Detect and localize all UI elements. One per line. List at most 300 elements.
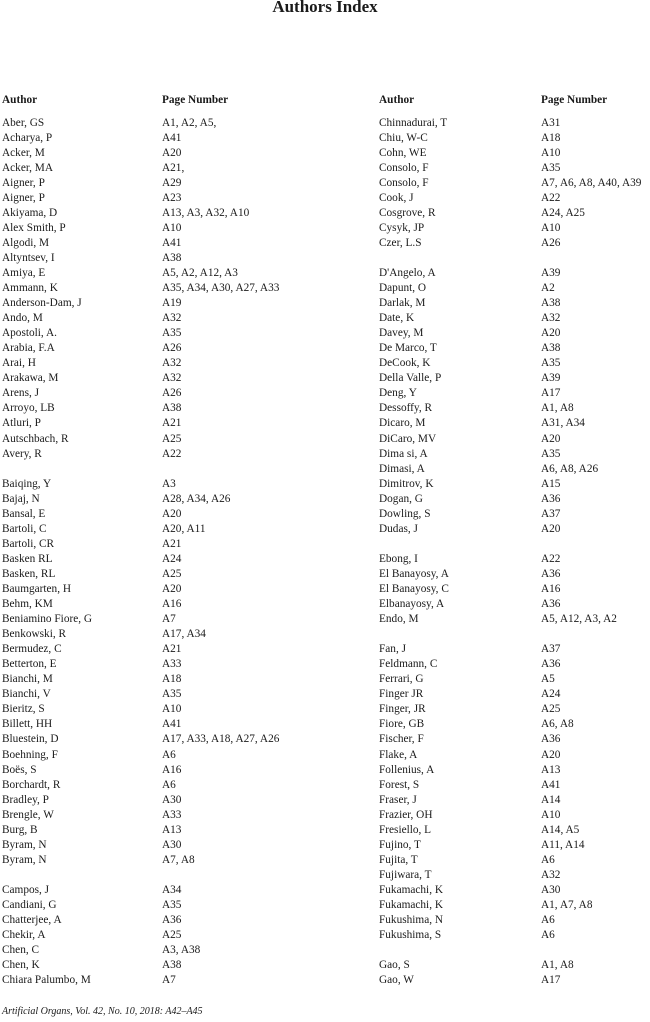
page-title: Authors Index — [272, 0, 378, 16]
index-entry-row — [379, 507, 650, 522]
author-name: Arabia, F.A — [2, 342, 55, 355]
author-name: Gao, S — [379, 959, 410, 972]
author-name: Fukushima, N — [379, 914, 444, 927]
index-entry-row — [2, 748, 374, 763]
index-entry-row — [2, 161, 374, 176]
page-numbers: A16 — [162, 598, 182, 611]
index-entry-row — [2, 612, 374, 627]
journal-citation-footer: Artificial Organs, Vol. 42, No. 10, 2018: A42–A45 — [2, 1006, 203, 1017]
author-name: Dimitrov, K — [379, 477, 434, 490]
author-name: De Marco, T — [379, 342, 437, 355]
page-numbers: A16 — [541, 583, 561, 595]
author-name: Forest, S — [379, 778, 420, 791]
index-entry-row — [379, 161, 650, 176]
page-numbers: A21 — [162, 417, 182, 430]
author-name: Gao, W — [379, 974, 414, 987]
index-entry-row — [379, 868, 650, 883]
page-numbers: A7, A6, A8, A40, A39 — [541, 176, 642, 189]
index-entry-row — [2, 131, 374, 146]
author-name: Elbanayosy, A — [379, 598, 445, 611]
author-name: Bianchi, M — [2, 673, 53, 686]
index-entry-row — [379, 341, 650, 356]
index-entry-row — [2, 356, 374, 371]
index-entry-row — [379, 748, 650, 763]
page-numbers: A35 — [162, 688, 182, 701]
author-name: Anderson-Dam, J — [2, 297, 82, 310]
author-name: Chen, K — [2, 959, 40, 972]
author-name: Fukushima, S — [379, 929, 442, 942]
author-name: DeCook, K — [379, 357, 431, 370]
author-name: Byram, N — [2, 838, 47, 851]
index-entry-row — [2, 657, 374, 672]
page-numbers: A1, A7, A8 — [541, 898, 593, 911]
author-name: Bradley, P — [2, 793, 49, 806]
author-name: Feldmann, C — [379, 658, 438, 671]
page-numbers: A37 — [541, 643, 561, 656]
page-numbers: A1, A8 — [541, 959, 574, 972]
page-numbers: A14 — [541, 793, 561, 806]
author-name: Acker, M — [2, 146, 45, 159]
author-name: Akiyama, D — [2, 206, 58, 219]
page-numbers: A33 — [162, 658, 182, 671]
index-entry-row — [2, 296, 374, 311]
index-entry-row — [379, 176, 650, 191]
author-name: Fan, J — [379, 643, 406, 656]
page-numbers: A35 — [162, 327, 182, 340]
page-numbers: A13, A3, A32, A10 — [162, 206, 250, 219]
section-spacer — [379, 537, 650, 552]
author-name: Chiara Palumbo, M — [2, 974, 91, 987]
author-name: Ando, M — [2, 312, 43, 325]
index-entry-row — [379, 808, 650, 823]
index-entry-row — [379, 928, 650, 943]
author-name: Darlak, M — [379, 297, 426, 310]
page-numbers: A36 — [541, 598, 561, 611]
author-name: Chinnadurai, T — [379, 116, 448, 129]
page-numbers: A22 — [162, 447, 182, 460]
author-name: Fresiello, L — [379, 823, 432, 836]
author-name — [379, 537, 541, 552]
author-index-left-column — [2, 93, 374, 988]
page-numbers: A30 — [162, 793, 182, 806]
author-name: Behm, KM — [2, 598, 53, 611]
page-numbers: A6, A8 — [541, 718, 574, 731]
page-numbers: A32 — [541, 312, 561, 325]
page-numbers: A7 — [162, 613, 176, 626]
page-numbers: A26 — [162, 387, 182, 400]
page-numbers: A10 — [541, 808, 561, 821]
author-name: Consolo, F — [379, 176, 429, 189]
page-numbers: A35 — [541, 447, 561, 460]
page-numbers: A15 — [541, 477, 561, 490]
page-numbers: A13 — [541, 763, 561, 776]
author-name: Aigner, P — [2, 191, 45, 204]
page-numbers: A39 — [541, 267, 561, 280]
section-spacer — [2, 462, 374, 477]
author-name: Bluestein, D — [2, 733, 59, 746]
index-entry-row — [2, 702, 374, 717]
index-entry-row — [2, 853, 374, 868]
section-spacer — [379, 251, 650, 266]
author-name: Finger JR — [379, 688, 424, 701]
page-numbers: A36 — [541, 733, 561, 746]
index-entry-row — [379, 462, 650, 477]
index-entry-row — [379, 432, 650, 447]
index-entry-row — [2, 176, 374, 191]
index-entry-row — [379, 567, 650, 582]
page-numbers: A36 — [541, 492, 561, 505]
index-entry-row — [2, 341, 374, 356]
page-numbers: A34 — [162, 883, 182, 896]
index-entry-row — [2, 793, 374, 808]
page-numbers: A41 — [541, 778, 561, 791]
page-numbers: A24 — [162, 552, 182, 565]
author-name: Dudas, J — [379, 522, 418, 535]
author-name: Chekir, A — [2, 929, 46, 942]
author-name: Bartoli, C — [2, 522, 47, 535]
index-entry-row — [379, 913, 650, 928]
author-name: Bajaj, N — [2, 492, 40, 505]
index-entry-row — [2, 326, 374, 341]
index-entry-row — [379, 702, 650, 717]
author-name: Davey, M — [379, 327, 424, 340]
author-name: Ammann, K — [2, 282, 58, 295]
index-entry-row — [2, 206, 374, 221]
author-name — [379, 251, 541, 266]
author-name: Chen, C — [2, 944, 40, 957]
author-name: Date, K — [379, 312, 415, 325]
page-numbers: A11, A14 — [541, 838, 585, 851]
author-name: Basken RL — [2, 552, 53, 565]
page-numbers: A36 — [541, 567, 561, 580]
author-name: Autschbach, R — [2, 432, 69, 445]
index-entry-row — [2, 522, 374, 537]
page-numbers: A41 — [162, 131, 182, 144]
page-numbers: A17, A34 — [162, 628, 206, 641]
page-numbers: A24, A25 — [541, 206, 585, 219]
author-name — [2, 462, 162, 477]
author-name: Acker, MA — [2, 161, 53, 174]
index-entry-row — [379, 146, 650, 161]
author-name: Bianchi, V — [2, 688, 51, 701]
index-entry-row — [2, 582, 374, 597]
page-numbers: A38 — [162, 251, 182, 264]
page-numbers: A24 — [541, 688, 561, 701]
index-entry-row — [2, 552, 374, 567]
index-entry-row — [2, 642, 374, 657]
index-entry-row — [379, 958, 650, 973]
index-entry-row — [379, 763, 650, 778]
page-number-header: Page Number — [162, 94, 229, 106]
author-name: Atluri, P — [2, 417, 41, 430]
index-entry-row — [2, 191, 374, 206]
author-name: Consolo, F — [379, 161, 429, 174]
page-numbers: A37 — [541, 507, 561, 520]
author-name: Benkowski, R — [2, 628, 67, 641]
author-index-right-column — [379, 93, 650, 988]
index-entry-row — [379, 582, 650, 597]
author-name: Fujino, T — [379, 838, 421, 851]
index-entry-row — [2, 973, 374, 988]
index-entry-row — [379, 597, 650, 612]
index-entry-row — [379, 296, 650, 311]
author-name: Alex Smith, P — [2, 221, 66, 234]
index-entry-row — [2, 567, 374, 582]
author-name: Fischer, F — [379, 733, 424, 746]
column-header — [2, 93, 374, 108]
page-numbers: A41 — [162, 718, 182, 731]
index-entry-row — [2, 823, 374, 838]
author-name: Aigner, P — [2, 176, 45, 189]
page-numbers: A31, A34 — [541, 417, 585, 430]
index-entry-row — [2, 958, 374, 973]
author-name: Finger, JR — [379, 703, 426, 716]
page-number-header: Page Number — [541, 94, 608, 106]
author-name: Bieritz, S — [2, 703, 45, 716]
section-spacer — [2, 868, 374, 883]
page-numbers: A38 — [162, 402, 182, 415]
index-entry-row — [379, 206, 650, 221]
index-entry-row — [2, 311, 374, 326]
page-numbers: A35 — [541, 357, 561, 370]
index-entry-row — [2, 808, 374, 823]
page-numbers: A25 — [162, 567, 182, 580]
author-name: Basken, RL — [2, 567, 56, 580]
page-numbers: A39 — [541, 372, 561, 385]
index-entry-row — [2, 943, 374, 958]
author-name: Arens, J — [2, 387, 40, 400]
page-numbers: A28, A34, A26 — [162, 492, 231, 505]
index-entry-row — [379, 221, 650, 236]
index-entry-row — [379, 883, 650, 898]
index-entry-row — [379, 116, 650, 131]
index-entry-row — [379, 326, 650, 341]
page-numbers: A20 — [541, 432, 561, 445]
page-numbers: A6 — [162, 778, 176, 791]
page-numbers: A38 — [162, 959, 182, 972]
page-numbers: A38 — [541, 342, 561, 355]
index-entry-row — [379, 447, 650, 462]
author-name: Bermudez, C — [2, 643, 62, 656]
index-entry-row — [2, 507, 374, 522]
author-name: Brengle, W — [2, 808, 54, 821]
index-entry-row — [2, 251, 374, 266]
page-numbers: A3 — [162, 477, 176, 490]
index-entry-row — [379, 973, 650, 988]
author-name: Burg, B — [2, 823, 38, 836]
index-entry-row — [379, 477, 650, 492]
author-name: Avery, R — [2, 447, 42, 460]
page-numbers: A36 — [541, 658, 561, 671]
author-name: Fiore, GB — [379, 718, 425, 731]
author-name: Aber, GS — [2, 116, 45, 129]
page-numbers: A20 — [541, 327, 561, 340]
page-numbers: A20 — [162, 583, 182, 595]
author-name: Chatterjee, A — [2, 914, 62, 927]
page-numbers: A38 — [541, 297, 561, 310]
page-numbers: A32 — [162, 357, 182, 370]
index-entry-row — [2, 732, 374, 747]
index-entry-row — [379, 732, 650, 747]
index-entry-row — [379, 672, 650, 687]
author-name: Frazier, OH — [379, 808, 433, 821]
page-numbers: A20 — [162, 507, 182, 520]
index-entry-row — [379, 266, 650, 281]
author-name: El Banayosy, A — [379, 567, 449, 580]
author-header: Author — [2, 94, 38, 106]
author-name: Billett, HH — [2, 718, 53, 731]
index-entry-row — [379, 823, 650, 838]
page-numbers: A18 — [162, 673, 182, 686]
author-name: Dimasi, A — [379, 462, 425, 475]
author-name: Amiya, E — [2, 267, 46, 280]
index-entry-row — [379, 386, 650, 401]
page-numbers: A10 — [162, 703, 182, 716]
page-numbers: A29 — [162, 176, 182, 189]
author-name: Betterton, E — [2, 658, 57, 671]
author-name: Cosgrove, R — [379, 206, 436, 219]
page-numbers: A26 — [541, 236, 561, 249]
author-name: D'Angelo, A — [379, 267, 436, 280]
author-name: Chiu, W-C — [379, 131, 428, 144]
author-name: Baiqing, Y — [2, 477, 52, 490]
author-name: Campos, J — [2, 883, 50, 896]
page-numbers: A31 — [541, 116, 561, 129]
page-numbers: A13 — [162, 823, 182, 836]
page-numbers: A35 — [541, 161, 561, 174]
page-numbers: A33 — [162, 808, 182, 821]
page-numbers: A20 — [541, 522, 561, 535]
index-entry-row — [2, 883, 374, 898]
author-name: Follenius, A — [379, 763, 435, 776]
index-entry-row — [379, 416, 650, 431]
author-name: Dicaro, M — [379, 417, 426, 430]
page-numbers: A30 — [541, 883, 561, 896]
author-name: Fukamachi, K — [379, 883, 444, 896]
author-name: Algodi, M — [2, 236, 50, 249]
page-numbers: A20 — [541, 748, 561, 761]
index-entry-row — [379, 371, 650, 386]
index-entry-row — [2, 898, 374, 913]
index-entry-row — [2, 492, 374, 507]
index-entry-row — [379, 612, 650, 627]
index-entry-row — [379, 657, 650, 672]
index-entry-row — [2, 778, 374, 793]
page-numbers: A1, A2, A5, — [162, 116, 217, 129]
page-numbers: A35 — [162, 898, 182, 911]
index-entry-row — [2, 416, 374, 431]
index-entry-row — [379, 898, 650, 913]
index-entry-row — [2, 432, 374, 447]
index-entry-row — [379, 687, 650, 702]
index-entry-row — [379, 356, 650, 371]
author-name: Deng, Y — [379, 387, 417, 400]
page-numbers: A25 — [162, 929, 182, 942]
page-numbers: A6, A8, A26 — [541, 462, 599, 475]
index-entry-row — [2, 763, 374, 778]
index-entry-row — [2, 116, 374, 131]
index-entry-row — [379, 642, 650, 657]
page-numbers: A6 — [541, 853, 555, 866]
author-name: Boës, S — [2, 763, 37, 776]
page-numbers: A5, A2, A12, A3 — [162, 267, 238, 280]
index-entry-row — [2, 838, 374, 853]
author-name: Czer, L.S — [379, 236, 422, 249]
page-numbers: A21 — [162, 537, 182, 550]
page-numbers: A21, — [162, 161, 185, 174]
page-numbers: A10 — [541, 146, 561, 159]
page-numbers: A18 — [541, 131, 561, 144]
author-name: Acharya, P — [2, 131, 53, 144]
index-entry-row — [2, 477, 374, 492]
index-entry-row — [2, 266, 374, 281]
page-numbers: A17 — [541, 387, 561, 400]
author-name: Endo, M — [379, 613, 419, 626]
author-name: Byram, N — [2, 853, 47, 866]
page-numbers: A35, A34, A30, A27, A33 — [162, 282, 280, 295]
page-numbers: A25 — [541, 703, 561, 716]
index-entry-row — [379, 522, 650, 537]
page-numbers: A3, A38 — [162, 944, 201, 957]
page-numbers: A14, A5 — [541, 823, 580, 836]
author-name: Arakawa, M — [2, 372, 59, 385]
page-numbers: A30 — [162, 838, 182, 851]
index-entry-row — [379, 191, 650, 206]
index-entry-row — [379, 853, 650, 868]
author-name: Altyntsev, I — [2, 251, 55, 264]
author-name: Dima si, A — [379, 447, 428, 460]
page-numbers: A2 — [541, 282, 555, 295]
column-header — [379, 93, 650, 108]
index-entry-row — [2, 386, 374, 401]
author-name — [379, 943, 541, 958]
page-numbers: A22 — [541, 552, 561, 565]
index-entry-row — [379, 793, 650, 808]
page-numbers: A25 — [162, 432, 182, 445]
index-entry-row — [2, 913, 374, 928]
author-name: Fujita, T — [379, 853, 418, 866]
page-numbers: A41 — [162, 236, 182, 249]
page-numbers: A17, A33, A18, A27, A26 — [162, 733, 280, 746]
author-name: Dowling, S — [379, 507, 431, 520]
author-name: Arai, H — [2, 357, 36, 370]
page-numbers: A19 — [162, 297, 182, 310]
page-numbers: A20 — [162, 146, 182, 159]
page-numbers: A20, A11 — [162, 522, 206, 535]
author-name: Fukamachi, K — [379, 898, 444, 911]
index-entry-row — [2, 401, 374, 416]
page-numbers: A32 — [541, 868, 561, 881]
index-entry-row — [379, 131, 650, 146]
index-entry-row — [2, 717, 374, 732]
index-entry-row — [2, 146, 374, 161]
page-numbers: A32 — [162, 312, 182, 325]
section-spacer — [379, 943, 650, 958]
author-name: Dapunt, O — [379, 282, 427, 295]
author-name: Ferrari, G — [379, 673, 424, 686]
index-entry-row — [2, 597, 374, 612]
section-spacer — [379, 627, 650, 642]
page-numbers: A10 — [162, 221, 182, 234]
index-entry-row — [2, 627, 374, 642]
author-name: Dessoffy, R — [379, 402, 433, 415]
author-name: Bansal, E — [2, 507, 46, 520]
author-name: El Banayosy, C — [379, 583, 449, 595]
page-numbers: A5 — [541, 673, 555, 686]
page-numbers: A6 — [162, 748, 176, 761]
author-name: Fujiwara, T — [379, 868, 432, 881]
author-name: Arroyo, LB — [2, 402, 55, 415]
